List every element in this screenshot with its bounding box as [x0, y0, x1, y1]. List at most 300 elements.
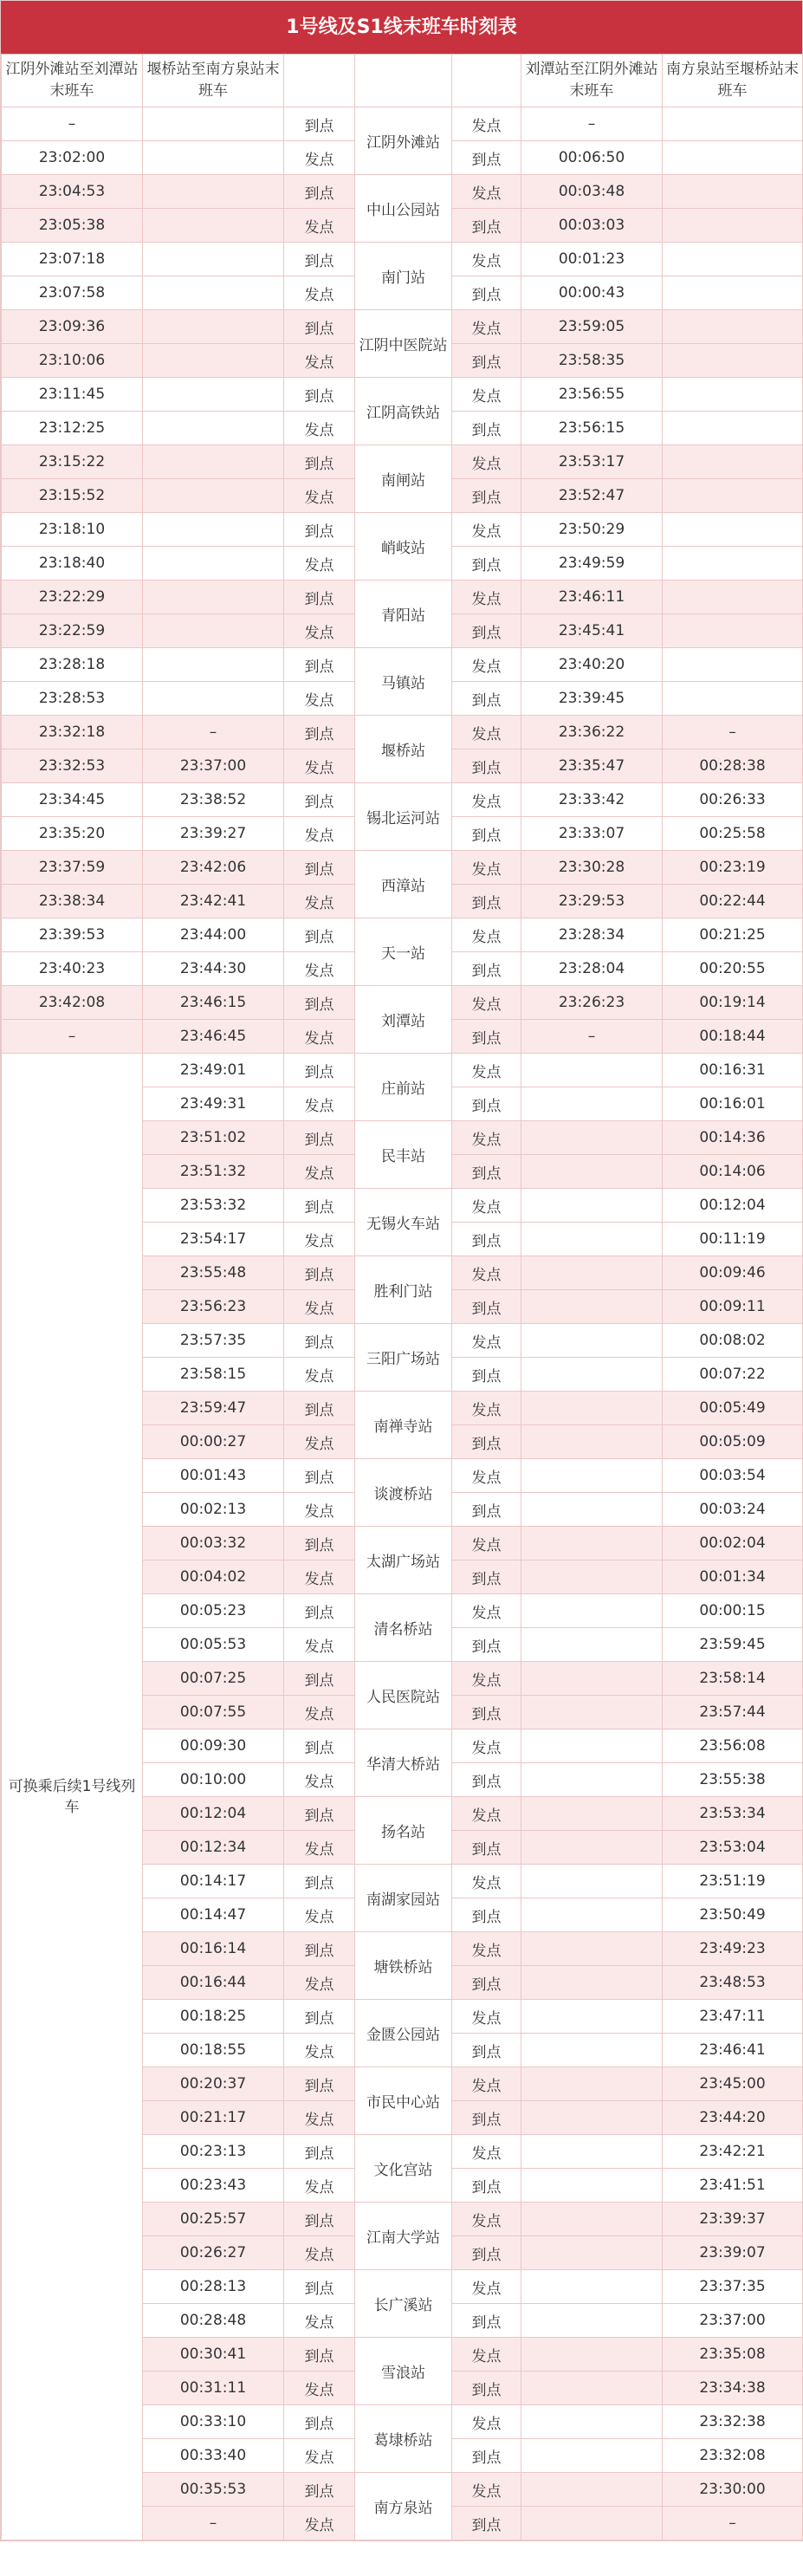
- time-jiangyin-to-liutan: 23:02:00: [2, 141, 143, 175]
- arr-dep-label-left: 到点: [284, 107, 355, 141]
- time-nanfangquan-to-yanqiao: 00:11:19: [663, 1223, 803, 1256]
- time-jiangyin-to-liutan: 23:22:59: [2, 614, 143, 648]
- arr-dep-label-right: 发点: [452, 2135, 521, 2169]
- time-yanqiao-to-nanfangquan: 23:57:35: [143, 1324, 284, 1358]
- time-jiangyin-to-liutan: 23:05:38: [2, 209, 143, 243]
- time-liutan-to-jiangyin: 23:58:35: [521, 344, 663, 378]
- arr-dep-label-right: 到点: [452, 614, 521, 648]
- arr-dep-label-left: 到点: [284, 2203, 355, 2236]
- time-yanqiao-to-nanfangquan: [143, 581, 284, 614]
- arr-dep-label-left: 发点: [284, 1628, 355, 1662]
- arr-dep-label-right: 发点: [452, 1256, 521, 1290]
- station-name: 南方泉站: [355, 2473, 452, 2540]
- time-nanfangquan-to-yanqiao: 23:46:41: [663, 2034, 803, 2067]
- arr-dep-label-right: 发点: [452, 918, 521, 952]
- header-row: [2, 55, 803, 107]
- arr-dep-label-right: 到点: [452, 2034, 521, 2067]
- time-nanfangquan-to-yanqiao: 00:09:11: [663, 1290, 803, 1324]
- time-yanqiao-to-nanfangquan: 00:26:27: [143, 2236, 284, 2270]
- station-name: 胜利门站: [355, 1256, 452, 1324]
- table-row: [2, 107, 803, 141]
- arr-dep-label-right: 到点: [452, 952, 521, 986]
- time-jiangyin-to-liutan: 23:12:25: [2, 412, 143, 445]
- time-yanqiao-to-nanfangquan: 00:33:40: [143, 2439, 284, 2473]
- time-nanfangquan-to-yanqiao: [663, 614, 803, 648]
- arr-dep-label-right: 发点: [452, 648, 521, 682]
- arr-dep-label-left: 发点: [284, 2372, 355, 2405]
- time-liutan-to-jiangyin: [521, 1324, 663, 1358]
- arr-dep-label-left: 到点: [284, 243, 355, 276]
- arr-dep-label-left: 到点: [284, 2135, 355, 2169]
- arr-dep-label-left: 发点: [284, 1155, 355, 1189]
- time-liutan-to-jiangyin: 00:01:23: [521, 243, 663, 276]
- time-yanqiao-to-nanfangquan: 00:25:57: [143, 2203, 284, 2236]
- time-nanfangquan-to-yanqiao: 23:56:08: [663, 1729, 803, 1763]
- arr-dep-label-right: 到点: [452, 817, 521, 851]
- time-nanfangquan-to-yanqiao: 00:16:01: [663, 1087, 803, 1121]
- time-liutan-to-jiangyin: 23:49:59: [521, 547, 663, 581]
- time-yanqiao-to-nanfangquan: 00:18:55: [143, 2034, 284, 2067]
- time-liutan-to-jiangyin: [521, 1527, 663, 1561]
- time-nanfangquan-to-yanqiao: 23:35:08: [663, 2338, 803, 2372]
- arr-dep-label-left: 发点: [284, 2439, 355, 2473]
- arr-dep-label-right: 到点: [452, 682, 521, 716]
- time-jiangyin-to-liutan: 23:34:45: [2, 783, 143, 817]
- table-row: [2, 581, 803, 614]
- time-yanqiao-to-nanfangquan: 23:49:01: [143, 1054, 284, 1087]
- arr-dep-label-right: 发点: [452, 107, 521, 141]
- arr-dep-label-right: 到点: [452, 1561, 521, 1594]
- time-liutan-to-jiangyin: [521, 1898, 663, 1932]
- arr-dep-label-left: 到点: [284, 175, 355, 209]
- station-name: 堰桥站: [355, 716, 452, 783]
- time-liutan-to-jiangyin: 00:00:43: [521, 276, 663, 310]
- time-nanfangquan-to-yanqiao: 23:53:34: [663, 1797, 803, 1831]
- time-liutan-to-jiangyin: 23:30:28: [521, 851, 663, 885]
- time-nanfangquan-to-yanqiao: 00:16:31: [663, 1054, 803, 1087]
- time-nanfangquan-to-yanqiao: 00:22:44: [663, 885, 803, 918]
- time-yanqiao-to-nanfangquan: [143, 547, 284, 581]
- time-yanqiao-to-nanfangquan: [143, 513, 284, 547]
- arr-dep-label-right: 发点: [452, 513, 521, 547]
- arr-dep-label-right: 到点: [452, 1020, 521, 1054]
- header-liutan-to-jiangyin: 刘潭站至江阴外滩站末班车: [521, 55, 663, 107]
- arr-dep-label-right: 到点: [452, 1898, 521, 1932]
- time-yanqiao-to-nanfangquan: 00:20:37: [143, 2067, 284, 2101]
- time-liutan-to-jiangyin: [521, 2203, 663, 2236]
- arr-dep-label-left: 发点: [284, 817, 355, 851]
- time-nanfangquan-to-yanqiao: 23:41:51: [663, 2169, 803, 2203]
- arr-dep-label-left: 发点: [284, 2101, 355, 2135]
- arr-dep-label-right: 发点: [452, 1594, 521, 1628]
- time-nanfangquan-to-yanqiao: 23:37:35: [663, 2270, 803, 2304]
- station-name: 文化宫站: [355, 2135, 452, 2203]
- timetable: [1, 54, 803, 2540]
- arr-dep-label-left: 发点: [284, 1290, 355, 1324]
- time-liutan-to-jiangyin: [521, 2270, 663, 2304]
- table-row: [2, 243, 803, 276]
- arr-dep-label-right: 发点: [452, 378, 521, 412]
- arr-dep-label-left: 发点: [284, 749, 355, 783]
- time-nanfangquan-to-yanqiao: [663, 310, 803, 344]
- time-nanfangquan-to-yanqiao: 00:12:04: [663, 1189, 803, 1223]
- time-nanfangquan-to-yanqiao: 23:57:44: [663, 1696, 803, 1729]
- time-yanqiao-to-nanfangquan: 23:51:32: [143, 1155, 284, 1189]
- arr-dep-label-right: 发点: [452, 1054, 521, 1087]
- station-name: 中山公园站: [355, 175, 452, 243]
- arr-dep-label-left: 发点: [284, 412, 355, 445]
- time-nanfangquan-to-yanqiao: [663, 513, 803, 547]
- time-liutan-to-jiangyin: [521, 1594, 663, 1628]
- arr-dep-label-right: 到点: [452, 2101, 521, 2135]
- time-yanqiao-to-nanfangquan: 00:05:23: [143, 1594, 284, 1628]
- station-name: 葛埭桥站: [355, 2405, 452, 2473]
- time-jiangyin-to-liutan: 23:15:52: [2, 479, 143, 513]
- arr-dep-label-right: 到点: [452, 885, 521, 918]
- time-nanfangquan-to-yanqiao: 00:03:24: [663, 1493, 803, 1527]
- time-nanfangquan-to-yanqiao: 23:45:00: [663, 2067, 803, 2101]
- time-yanqiao-to-nanfangquan: 00:35:53: [143, 2473, 284, 2507]
- time-yanqiao-to-nanfangquan: 00:07:25: [143, 1662, 284, 1696]
- time-liutan-to-jiangyin: 23:33:07: [521, 817, 663, 851]
- time-yanqiao-to-nanfangquan: –: [143, 2507, 284, 2540]
- table-row: [2, 175, 803, 209]
- time-yanqiao-to-nanfangquan: [143, 107, 284, 141]
- time-liutan-to-jiangyin: [521, 2034, 663, 2067]
- time-yanqiao-to-nanfangquan: 00:02:13: [143, 1493, 284, 1527]
- arr-dep-label-right: 到点: [452, 479, 521, 513]
- time-liutan-to-jiangyin: [521, 1797, 663, 1831]
- time-nanfangquan-to-yanqiao: [663, 648, 803, 682]
- time-liutan-to-jiangyin: 00:03:48: [521, 175, 663, 209]
- station-name: 西漳站: [355, 851, 452, 918]
- arr-dep-label-left: 到点: [284, 2000, 355, 2034]
- arr-dep-label-left: 到点: [284, 2067, 355, 2101]
- arr-dep-label-right: 发点: [452, 1527, 521, 1561]
- time-nanfangquan-to-yanqiao: [663, 412, 803, 445]
- arr-dep-label-left: 发点: [284, 2034, 355, 2067]
- arr-dep-label-left: 到点: [284, 1797, 355, 1831]
- station-name: 刘潭站: [355, 986, 452, 1054]
- station-name: 锡北运河站: [355, 783, 452, 851]
- arr-dep-label-right: 到点: [452, 2439, 521, 2473]
- time-nanfangquan-to-yanqiao: 00:19:14: [663, 986, 803, 1020]
- time-liutan-to-jiangyin: [521, 1392, 663, 1425]
- arr-dep-label-right: 发点: [452, 310, 521, 344]
- time-liutan-to-jiangyin: [521, 2405, 663, 2439]
- arr-dep-label-left: 发点: [284, 1425, 355, 1459]
- time-yanqiao-to-nanfangquan: [143, 682, 284, 716]
- time-nanfangquan-to-yanqiao: [663, 479, 803, 513]
- time-liutan-to-jiangyin: [521, 2000, 663, 2034]
- arr-dep-label-left: 发点: [284, 1561, 355, 1594]
- time-liutan-to-jiangyin: [521, 1561, 663, 1594]
- station-name: 长广溪站: [355, 2270, 452, 2338]
- time-liutan-to-jiangyin: [521, 2067, 663, 2101]
- table-row: [2, 783, 803, 817]
- time-nanfangquan-to-yanqiao: [663, 107, 803, 141]
- arr-dep-label-left: 到点: [284, 1932, 355, 1966]
- time-nanfangquan-to-yanqiao: 00:02:04: [663, 1527, 803, 1561]
- arr-dep-label-left: 到点: [284, 513, 355, 547]
- time-yanqiao-to-nanfangquan: 23:59:47: [143, 1392, 284, 1425]
- arr-dep-label-right: 到点: [452, 1628, 521, 1662]
- arr-dep-label-right: 到点: [452, 1425, 521, 1459]
- header-blank-right: [452, 55, 521, 107]
- time-liutan-to-jiangyin: [521, 1189, 663, 1223]
- time-liutan-to-jiangyin: 23:26:23: [521, 986, 663, 1020]
- time-nanfangquan-to-yanqiao: 00:28:38: [663, 749, 803, 783]
- time-nanfangquan-to-yanqiao: [663, 141, 803, 175]
- time-liutan-to-jiangyin: [521, 1865, 663, 1898]
- time-yanqiao-to-nanfangquan: 00:31:11: [143, 2372, 284, 2405]
- time-yanqiao-to-nanfangquan: 23:53:32: [143, 1189, 284, 1223]
- time-yanqiao-to-nanfangquan: [143, 344, 284, 378]
- arr-dep-label-right: 发点: [452, 2067, 521, 2101]
- time-jiangyin-to-liutan: 23:32:53: [2, 749, 143, 783]
- time-nanfangquan-to-yanqiao: [663, 209, 803, 243]
- time-nanfangquan-to-yanqiao: 23:44:20: [663, 2101, 803, 2135]
- time-liutan-to-jiangyin: [521, 1628, 663, 1662]
- time-liutan-to-jiangyin: [521, 1763, 663, 1797]
- table-row: [2, 851, 803, 885]
- time-yanqiao-to-nanfangquan: [143, 141, 284, 175]
- arr-dep-label-left: 发点: [284, 479, 355, 513]
- time-liutan-to-jiangyin: 00:06:50: [521, 141, 663, 175]
- arr-dep-label-right: 发点: [452, 2405, 521, 2439]
- arr-dep-label-left: 发点: [284, 1966, 355, 2000]
- arr-dep-label-left: 到点: [284, 1392, 355, 1425]
- time-liutan-to-jiangyin: [521, 2101, 663, 2135]
- time-liutan-to-jiangyin: 23:45:41: [521, 614, 663, 648]
- time-yanqiao-to-nanfangquan: [143, 479, 284, 513]
- arr-dep-label-left: 到点: [284, 1865, 355, 1898]
- arr-dep-label-right: 到点: [452, 2372, 521, 2405]
- arr-dep-label-right: 到点: [452, 1696, 521, 1729]
- time-liutan-to-jiangyin: [521, 1223, 663, 1256]
- arr-dep-label-right: 发点: [452, 851, 521, 885]
- time-yanqiao-to-nanfangquan: 00:09:30: [143, 1729, 284, 1763]
- time-liutan-to-jiangyin: 23:53:17: [521, 445, 663, 479]
- arr-dep-label-left: 到点: [284, 1189, 355, 1223]
- table-row: [2, 986, 803, 1020]
- time-jiangyin-to-liutan: 23:11:45: [2, 378, 143, 412]
- arr-dep-label-right: 到点: [452, 2236, 521, 2270]
- station-name: 南闸站: [355, 445, 452, 513]
- time-jiangyin-to-liutan: –: [2, 1020, 143, 1054]
- time-liutan-to-jiangyin: 23:28:04: [521, 952, 663, 986]
- time-yanqiao-to-nanfangquan: 23:46:45: [143, 1020, 284, 1054]
- time-nanfangquan-to-yanqiao: 00:25:58: [663, 817, 803, 851]
- station-name: 马镇站: [355, 648, 452, 716]
- table-row: [2, 513, 803, 547]
- arr-dep-label-right: 到点: [452, 547, 521, 581]
- time-nanfangquan-to-yanqiao: 23:59:45: [663, 1628, 803, 1662]
- time-nanfangquan-to-yanqiao: 23:42:21: [663, 2135, 803, 2169]
- time-nanfangquan-to-yanqiao: 23:53:04: [663, 1831, 803, 1865]
- time-nanfangquan-to-yanqiao: 00:08:02: [663, 1324, 803, 1358]
- table-row: [2, 445, 803, 479]
- time-liutan-to-jiangyin: 00:03:03: [521, 209, 663, 243]
- time-liutan-to-jiangyin: 23:56:55: [521, 378, 663, 412]
- time-jiangyin-to-liutan: 23:18:40: [2, 547, 143, 581]
- time-yanqiao-to-nanfangquan: 00:33:10: [143, 2405, 284, 2439]
- station-name: 三阳广场站: [355, 1324, 452, 1392]
- arr-dep-label-right: 发点: [452, 1392, 521, 1425]
- time-liutan-to-jiangyin: 23:28:34: [521, 918, 663, 952]
- time-yanqiao-to-nanfangquan: 00:01:43: [143, 1459, 284, 1493]
- table-row: [2, 918, 803, 952]
- time-liutan-to-jiangyin: 23:46:11: [521, 581, 663, 614]
- time-yanqiao-to-nanfangquan: 23:46:15: [143, 986, 284, 1020]
- arr-dep-label-left: 发点: [284, 2304, 355, 2338]
- time-nanfangquan-to-yanqiao: 23:39:07: [663, 2236, 803, 2270]
- arr-dep-label-left: 发点: [284, 1898, 355, 1932]
- station-name: 天一站: [355, 918, 452, 986]
- time-nanfangquan-to-yanqiao: 00:26:33: [663, 783, 803, 817]
- station-name: 江阴中医院站: [355, 310, 452, 378]
- arr-dep-label-right: 到点: [452, 1763, 521, 1797]
- time-nanfangquan-to-yanqiao: 23:47:11: [663, 2000, 803, 2034]
- arr-dep-label-left: 到点: [284, 851, 355, 885]
- time-nanfangquan-to-yanqiao: 23:34:38: [663, 2372, 803, 2405]
- time-nanfangquan-to-yanqiao: [663, 445, 803, 479]
- arr-dep-label-right: 到点: [452, 344, 521, 378]
- arr-dep-label-right: 发点: [452, 175, 521, 209]
- time-yanqiao-to-nanfangquan: 00:05:53: [143, 1628, 284, 1662]
- arr-dep-label-left: 发点: [284, 1696, 355, 1729]
- time-liutan-to-jiangyin: [521, 2236, 663, 2270]
- time-liutan-to-jiangyin: 23:35:47: [521, 749, 663, 783]
- station-name: 无锡火车站: [355, 1189, 452, 1256]
- arr-dep-label-left: 到点: [284, 2270, 355, 2304]
- time-liutan-to-jiangyin: 23:50:29: [521, 513, 663, 547]
- time-liutan-to-jiangyin: [521, 1425, 663, 1459]
- arr-dep-label-right: 发点: [452, 1932, 521, 1966]
- arr-dep-label-left: 发点: [284, 344, 355, 378]
- table-row: [2, 716, 803, 749]
- station-name: 江阴外滩站: [355, 107, 452, 175]
- arr-dep-label-left: 发点: [284, 682, 355, 716]
- arr-dep-label-right: 发点: [452, 1121, 521, 1155]
- time-nanfangquan-to-yanqiao: 00:18:44: [663, 1020, 803, 1054]
- time-yanqiao-to-nanfangquan: 00:16:44: [143, 1966, 284, 2000]
- arr-dep-label-right: 发点: [452, 1662, 521, 1696]
- arr-dep-label-right: 发点: [452, 2203, 521, 2236]
- station-name: 金匮公园站: [355, 2000, 452, 2067]
- station-name: 江阴高铁站: [355, 378, 452, 445]
- time-jiangyin-to-liutan: 23:28:53: [2, 682, 143, 716]
- timetable-title: 1号线及S1线末班车时刻表: [1, 1, 802, 54]
- arr-dep-label-right: 发点: [452, 1729, 521, 1763]
- time-jiangyin-to-liutan: 23:37:59: [2, 851, 143, 885]
- arr-dep-label-left: 发点: [284, 1223, 355, 1256]
- arr-dep-label-left: 发点: [284, 141, 355, 175]
- header-yanqiao-to-nanfangquan: 堰桥站至南方泉站末班车: [143, 55, 284, 107]
- time-nanfangquan-to-yanqiao: 23:55:38: [663, 1763, 803, 1797]
- time-jiangyin-to-liutan: 23:07:18: [2, 243, 143, 276]
- arr-dep-label-right: 到点: [452, 1087, 521, 1121]
- arr-dep-label-left: 到点: [284, 1324, 355, 1358]
- time-liutan-to-jiangyin: [521, 1493, 663, 1527]
- time-nanfangquan-to-yanqiao: 00:09:46: [663, 1256, 803, 1290]
- time-yanqiao-to-nanfangquan: 00:04:02: [143, 1561, 284, 1594]
- arr-dep-label-left: 到点: [284, 2338, 355, 2372]
- time-yanqiao-to-nanfangquan: 23:39:27: [143, 817, 284, 851]
- arr-dep-label-right: 到点: [452, 1358, 521, 1392]
- time-nanfangquan-to-yanqiao: –: [663, 2507, 803, 2540]
- station-name: 峭岐站: [355, 513, 452, 581]
- time-liutan-to-jiangyin: 23:39:45: [521, 682, 663, 716]
- time-liutan-to-jiangyin: [521, 1121, 663, 1155]
- time-liutan-to-jiangyin: [521, 1662, 663, 1696]
- transfer-note: 可换乘后续1号线列车: [2, 1054, 143, 2540]
- station-name: 人民医院站: [355, 1662, 452, 1729]
- time-liutan-to-jiangyin: [521, 1256, 663, 1290]
- arr-dep-label-left: 发点: [284, 2169, 355, 2203]
- time-yanqiao-to-nanfangquan: [143, 276, 284, 310]
- time-jiangyin-to-liutan: 23:18:10: [2, 513, 143, 547]
- arr-dep-label-left: 发点: [284, 276, 355, 310]
- station-name: 南湖家园站: [355, 1865, 452, 1932]
- time-yanqiao-to-nanfangquan: 00:07:55: [143, 1696, 284, 1729]
- time-yanqiao-to-nanfangquan: 00:18:25: [143, 2000, 284, 2034]
- time-nanfangquan-to-yanqiao: 00:07:22: [663, 1358, 803, 1392]
- station-name: 民丰站: [355, 1121, 452, 1189]
- arr-dep-label-right: 到点: [452, 1155, 521, 1189]
- time-yanqiao-to-nanfangquan: 23:54:17: [143, 1223, 284, 1256]
- time-yanqiao-to-nanfangquan: [143, 445, 284, 479]
- time-yanqiao-to-nanfangquan: 00:10:00: [143, 1763, 284, 1797]
- arr-dep-label-right: 发点: [452, 1324, 521, 1358]
- time-yanqiao-to-nanfangquan: 00:23:43: [143, 2169, 284, 2203]
- arr-dep-label-right: 发点: [452, 243, 521, 276]
- time-jiangyin-to-liutan: 23:28:18: [2, 648, 143, 682]
- arr-dep-label-left: 发点: [284, 952, 355, 986]
- time-nanfangquan-to-yanqiao: 23:49:23: [663, 1932, 803, 1966]
- arr-dep-label-left: 到点: [284, 716, 355, 749]
- time-jiangyin-to-liutan: 23:22:29: [2, 581, 143, 614]
- station-name: 华清大桥站: [355, 1729, 452, 1797]
- arr-dep-label-right: 发点: [452, 445, 521, 479]
- time-liutan-to-jiangyin: [521, 2439, 663, 2473]
- time-yanqiao-to-nanfangquan: 23:49:31: [143, 1087, 284, 1121]
- time-jiangyin-to-liutan: 23:10:06: [2, 344, 143, 378]
- time-yanqiao-to-nanfangquan: [143, 648, 284, 682]
- arr-dep-label-right: 发点: [452, 1189, 521, 1223]
- arr-dep-label-left: 到点: [284, 1121, 355, 1155]
- arr-dep-label-right: 到点: [452, 749, 521, 783]
- time-jiangyin-to-liutan: 23:09:36: [2, 310, 143, 344]
- time-liutan-to-jiangyin: [521, 1696, 663, 1729]
- arr-dep-label-left: 到点: [284, 2405, 355, 2439]
- arr-dep-label-right: 到点: [452, 2169, 521, 2203]
- time-nanfangquan-to-yanqiao: [663, 682, 803, 716]
- time-yanqiao-to-nanfangquan: [143, 209, 284, 243]
- arr-dep-label-left: 发点: [284, 614, 355, 648]
- time-nanfangquan-to-yanqiao: [663, 243, 803, 276]
- table-row: [2, 648, 803, 682]
- arr-dep-label-left: 到点: [284, 445, 355, 479]
- arr-dep-label-left: 到点: [284, 1459, 355, 1493]
- time-liutan-to-jiangyin: [521, 1932, 663, 1966]
- time-yanqiao-to-nanfangquan: 00:12:04: [143, 1797, 284, 1831]
- time-liutan-to-jiangyin: 23:33:42: [521, 783, 663, 817]
- time-nanfangquan-to-yanqiao: –: [663, 716, 803, 749]
- time-jiangyin-to-liutan: 23:40:23: [2, 952, 143, 986]
- time-nanfangquan-to-yanqiao: 00:03:54: [663, 1459, 803, 1493]
- time-liutan-to-jiangyin: 23:52:47: [521, 479, 663, 513]
